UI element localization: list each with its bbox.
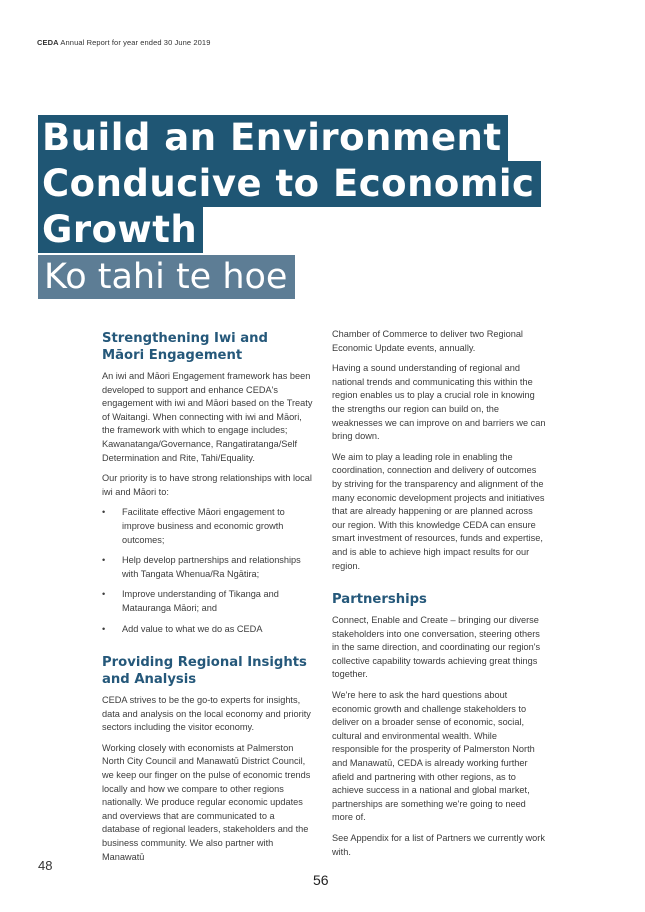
page-title: [38, 115, 541, 299]
list-item-text: Add value to what we do as CEDA: [122, 623, 263, 634]
bullet-icon: •: [102, 507, 106, 518]
paragraph: CEDA strives to be the go-to experts for insights, data and analysis on the local economy and priority sectors including the visitor economy.: [102, 695, 311, 733]
header-report-title: Annual Report for year ended 30 June 2019: [58, 38, 211, 47]
priority-list: [102, 506, 314, 636]
page-number: 56: [313, 872, 329, 888]
paragraph: See Appendix for a list of Partners we currently work with.: [332, 833, 545, 857]
right-column: [332, 328, 546, 866]
bullet-icon: •: [102, 589, 106, 600]
list-item: [102, 623, 314, 637]
paragraph: An iwi and Māori Engagement framework has been developed to support and enhance CEDA's engagement with iwi and Māori based on the Treaty of Waitangi. When connecting with iwi and Māori, the framework with which to engage includes; Kawanatanga/Governance, Rangatiratanga/Self Determination and Rite, Tahi/Equality.: [102, 371, 313, 463]
title-line-1: Build an Environment: [38, 115, 508, 161]
paragraph: Chamber of Commerce to deliver two Regional Economic Update events, annually.: [332, 329, 523, 353]
section-heading-partnerships: Partnerships: [332, 592, 427, 608]
title-subtitle: Ko tahi te hoe: [38, 255, 295, 299]
list-item-text: Help develop partnerships and relationships with Tangata Whenua/Ra Ngātira;: [122, 555, 301, 579]
section-heading-iwi-engagement: Strengthening Iwi and Māori Engagement: [102, 331, 268, 363]
bullet-icon: •: [102, 623, 106, 634]
paragraph: We're here to ask the hard questions about economic growth and challenge stakeholders to deliver on a broader sense of economic, social, cultural and environmental wealth. While responsible for the prosperity of Palmerston North and Manawatū, CEDA is already working further afield and partnering with other regions, as to achieve success in a national and global market, partnerships are something we're going to need more of.: [332, 690, 535, 823]
title-line-2: Conducive to Economic: [38, 161, 541, 207]
list-item: [102, 554, 314, 581]
left-column: [102, 330, 314, 871]
bullet-icon: •: [102, 555, 106, 566]
page-number-printed: 48: [38, 858, 53, 873]
running-header: [37, 38, 210, 47]
paragraph: Working closely with economists at Palmerston North City Council and Manawatū District Council, we keep our finger on the pulse of economic trends locally and how we compare to other regions nationally. We produce regular economic updates and overviews that are communicated to a database of regional leaders, stakeholders and the business community. We also partner with Manawatū: [102, 742, 311, 862]
paragraph: Having a sound understanding of regional and national trends and communicating this within the region enables us to play a crucial role in knowing the strengths our region can build on, the weaknesses we can improve on and barriers we can bring down.: [332, 363, 546, 442]
header-org: CEDA: [37, 38, 59, 47]
section-heading-regional-insights: Providing Regional Insights and Analysis: [102, 655, 307, 688]
title-line-3: Growth: [38, 207, 203, 253]
list-item: [102, 506, 314, 547]
list-item-text: Facilitate effective Māori engagement to improve business and economic growth outcomes;: [122, 507, 285, 545]
paragraph: We aim to play a leading role in enabling the coordination, connection and delivery of outcomes by striving for the transparency and alignment of the many economic development projects and initiatives that are already happening or are planned across our region. With this knowledge CEDA can ensure smart investment of resources, funds and expertise, and is able to achieve high impact results for our region.: [332, 451, 545, 571]
paragraph: Our priority is to have strong relationships with local iwi and Māori to:: [102, 473, 312, 497]
list-item: [102, 588, 314, 615]
list-item-text: Improve understanding of Tikanga and Matauranga Māori; and: [122, 589, 279, 613]
paragraph: Connect, Enable and Create – bringing our diverse stakeholders into one conversation, steering others in the same direction, and coordinating our region's collective capability towards achieving great things together.: [332, 615, 541, 680]
